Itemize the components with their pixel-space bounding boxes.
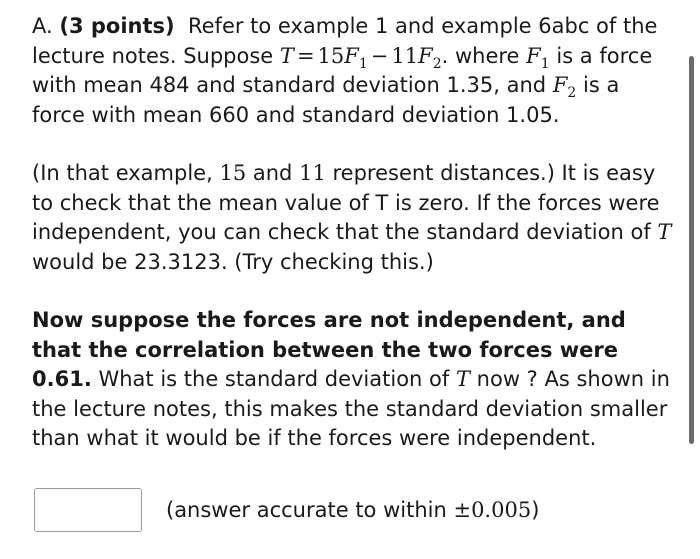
question-text-2: now ? As shown in the lecture notes, this makes the standard deviation smaller than what it would be if the forces were independent. <box>32 367 670 450</box>
question-text-1: What is the standard deviation of <box>98 367 450 391</box>
coef-11: 11 <box>391 43 419 68</box>
tolerance-prefix: (answer accurate to within <box>166 498 447 522</box>
sub-2: 2 <box>432 55 442 72</box>
sub-1-ref: 1 <box>540 55 550 72</box>
part-label: A. <box>32 14 53 38</box>
tolerance-suffix: ) <box>531 498 540 522</box>
force2-description: is a force with mean 660 and standard deviation 1.05. <box>32 73 620 127</box>
points-label: (3 points) <box>59 14 175 38</box>
sub-1: 1 <box>358 55 368 72</box>
var-F2: F <box>418 43 433 68</box>
vertical-scrollbar[interactable] <box>689 56 694 444</box>
var-T-ref: T <box>657 220 672 244</box>
answer-row <box>34 488 539 532</box>
where-text: . where <box>441 43 520 68</box>
context-rest: represent distances.) It is easy to check that the mean value of T is zero. If the forces were independent, you can check that the standard deviation of <box>32 161 660 244</box>
var-F1: F <box>344 43 359 68</box>
intro-text: Refer to example 1 and example 6abc of the lecture notes. Suppose <box>32 14 658 68</box>
question-paragraph <box>32 306 672 454</box>
context-open: (In that example, <box>32 161 213 185</box>
distance-15: 15 <box>219 161 247 185</box>
var-F1-ref: F <box>526 43 541 68</box>
var-T-question: T <box>455 367 470 391</box>
and-text: and <box>252 161 293 185</box>
distance-11: 11 <box>299 161 326 185</box>
tolerance-note <box>166 498 539 522</box>
context-paragraph <box>32 159 672 277</box>
var-F2-ref: F <box>552 73 568 97</box>
context-tail: would be 23.3123. (Try checking this.) <box>32 249 434 274</box>
correlation-statement: Now suppose the forces are not independent, and that the correlation between the two forces were 0.61. <box>32 308 626 391</box>
tolerance-value: ±0.005 <box>453 498 532 522</box>
answer-input[interactable] <box>34 488 142 532</box>
equals-sign: = <box>296 43 315 68</box>
coef-15: 15 <box>317 43 345 68</box>
minus-sign: − <box>370 43 389 68</box>
force1-description: is a force with mean 484 and standard deviation 1.35, and <box>32 43 653 97</box>
var-T: T <box>279 43 294 68</box>
problem-statement <box>32 12 672 130</box>
question-content <box>32 12 672 454</box>
sub-2-ref: 2 <box>567 85 577 102</box>
